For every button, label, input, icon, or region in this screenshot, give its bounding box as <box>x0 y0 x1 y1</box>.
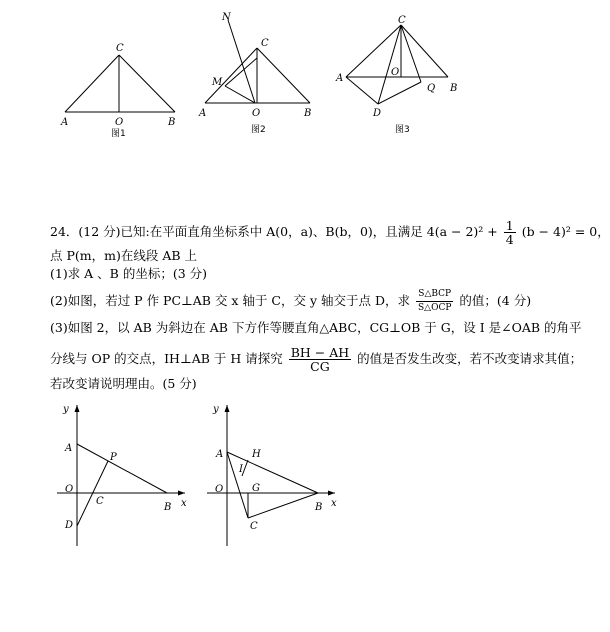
axis-label-y: y <box>213 404 219 415</box>
label-C: C <box>261 38 269 49</box>
fraction-area-ratio <box>416 288 453 315</box>
problem-stem: 24．(12 分)已知:在平面直角坐标系中 A(0，a)、B(b，0)，且满足 4(a − 2)² + <box>50 224 498 239</box>
fraction-numerator: BH − AH <box>290 345 350 360</box>
label-D: D <box>373 108 382 119</box>
figure-3 <box>333 12 468 140</box>
fraction-denominator: S△OCP <box>417 303 452 313</box>
label-Q: Q <box>427 83 436 94</box>
label-B: B <box>450 83 458 94</box>
label-A: A <box>65 443 73 454</box>
figure-2 <box>195 8 320 138</box>
label-O: O <box>391 67 400 78</box>
label-A: A <box>336 73 344 84</box>
label-N: N <box>222 12 231 23</box>
question-2: (2)如图，若过 P 作 PC⊥AB 交 x 轴于 C，交 y 轴交于点 D，求 <box>50 293 410 308</box>
label-I: I <box>239 464 243 475</box>
figure-caption: 图1 <box>111 129 126 139</box>
problem-line-6 <box>50 346 582 373</box>
question-3-cont-end: 的值是否发生改变，若不改变请求其值； <box>357 351 583 366</box>
figure-caption: 图2 <box>251 125 266 135</box>
question-3: (3)如图 2，以 AB 为斜边在 AB 下方作等腰直角△ABC，CG⊥OB 于 G，设 I 是∠OAB 的角平 <box>50 320 582 335</box>
label-D: D <box>65 520 74 531</box>
question-3-cont: 分线与 OP 的交点，IH⊥AB 于 H 请探究 <box>50 351 283 366</box>
figure-1 <box>55 35 185 140</box>
label-C: C <box>96 496 104 507</box>
label-A: A <box>61 117 69 128</box>
question-1: (1)求 A 、B 的坐标；(3 分) <box>50 266 208 281</box>
label-B: B <box>304 108 312 119</box>
label-O: O <box>215 484 224 495</box>
axis-label-y: y <box>63 404 69 415</box>
coordinate-figure-2 <box>205 400 345 550</box>
label-B: B <box>168 117 176 128</box>
figure-caption: 图3 <box>395 125 410 135</box>
coordinate-figure-1 <box>55 400 195 550</box>
label-B: B <box>164 502 172 513</box>
label-M: M <box>212 77 223 88</box>
fraction-numerator: S△BCP <box>416 288 453 302</box>
problem-line-5 <box>50 320 582 336</box>
question-2-end: 的值；(4 分) <box>459 293 532 308</box>
question-3-end: 若改变请说明理由。(5 分) <box>50 376 197 391</box>
fraction-denominator: CG <box>310 359 330 374</box>
axis-label-x: x <box>181 498 187 509</box>
problem-line-2 <box>50 248 197 264</box>
label-H: H <box>252 449 261 460</box>
point-p-condition: 点 P(m，m)在线段 AB 上 <box>50 248 198 263</box>
fraction-bh-ah-over-cg <box>289 346 351 373</box>
problem-line-4 <box>50 288 531 315</box>
fraction-numerator: 1 <box>505 218 514 233</box>
problem-line-7 <box>50 376 197 392</box>
problem-stem-end: (b − 4)² = 0， <box>521 224 610 239</box>
axis-label-x: x <box>331 498 337 509</box>
label-O: O <box>115 117 124 128</box>
label-C: C <box>116 43 124 54</box>
label-P: P <box>110 452 117 463</box>
label-B: B <box>315 502 323 513</box>
label-A: A <box>199 108 207 119</box>
label-A: A <box>216 449 224 460</box>
problem-line-1 <box>50 219 610 246</box>
label-C: C <box>398 15 406 26</box>
fraction-denominator: 4 <box>505 232 514 247</box>
label-C: C <box>250 521 258 532</box>
fraction-one-quarter <box>504 219 516 246</box>
label-G: G <box>252 483 260 494</box>
problem-line-3 <box>50 266 207 282</box>
label-O: O <box>65 484 74 495</box>
label-O: O <box>252 108 261 119</box>
